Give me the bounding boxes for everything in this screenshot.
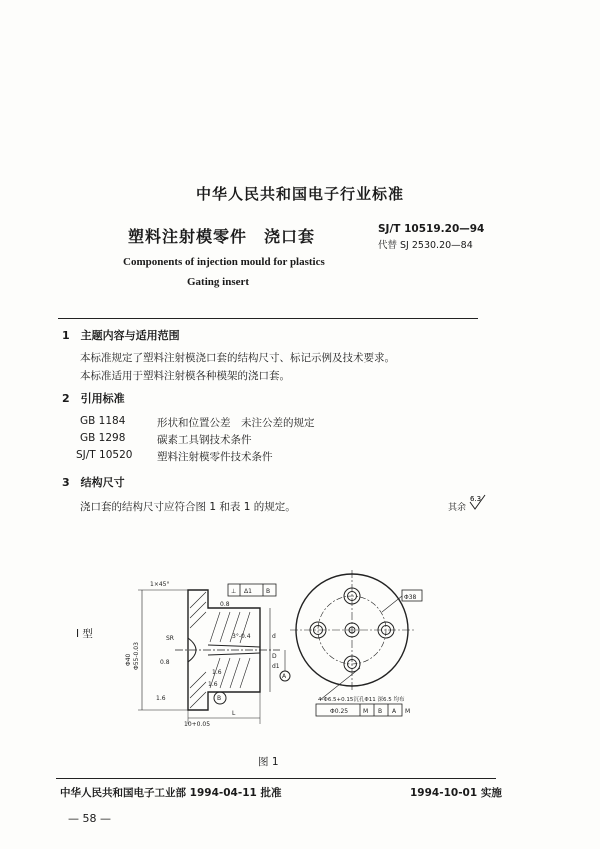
label-dim-l: L: [232, 710, 236, 717]
document-title: 塑料注射模零件 浇口套: [128, 227, 316, 246]
english-title-2: Gating insert: [187, 276, 250, 288]
label-dim-h: Φ55-0.03: [133, 642, 140, 670]
ref-2-title: 碳素工具钢技术条件: [157, 434, 252, 446]
label-pos-m2: M: [405, 708, 411, 715]
label-roughness-08b: 0.8: [160, 659, 170, 666]
standard-code: SJ/T 10519.20—94: [378, 223, 485, 235]
label-dim-d: d: [272, 633, 276, 640]
type-label: I 型: [76, 628, 93, 640]
label-perp-sym: ⊥: [231, 588, 237, 595]
section-3-heading: 3 结构尺寸: [62, 476, 125, 489]
ref-2-code: GB 1298: [80, 432, 126, 444]
label-perp-tol: Δ1: [244, 588, 252, 595]
hole-leader: [320, 668, 360, 700]
label-roughness-16b: 1.6: [212, 669, 222, 676]
label-chamfer: 1×45°: [150, 581, 170, 588]
roughness-note: 其余: [448, 503, 467, 513]
label-pos-tol: Φ0.25: [330, 708, 349, 715]
replaces-code: 代替 SJ 2530.20—84: [378, 240, 473, 251]
sprue-line-bottom: [208, 653, 260, 655]
ref-3-code: SJ/T 10520: [76, 449, 133, 461]
figure-1-drawing: [120, 568, 450, 728]
footer-approval: 中华人民共和国电子工业部 1994-04-11 批准: [60, 787, 282, 799]
roughness-value: 6.3: [470, 495, 482, 503]
label-datum-b: B: [217, 695, 222, 702]
label-hole-spec: 4-Φ6.5+0.15沉孔Φ11 深6.5 均布: [318, 697, 405, 703]
label-datum-a: A: [282, 673, 287, 680]
section-1-para-1: 本标准规定了塑料注射模浇口套的结构尺寸、标记示例及技术要求。: [80, 352, 395, 364]
section-1-heading: 1 主题内容与适用范围: [62, 329, 180, 342]
title-divider: [58, 318, 478, 319]
label-circle-dia: Φ38: [404, 594, 417, 601]
label-dim-10: 10+0.05: [184, 721, 211, 728]
label-pos-b: B: [378, 708, 383, 715]
label-sr: SR: [166, 635, 174, 642]
label-roughness-08: 0.8: [220, 601, 230, 608]
label-pos-mod: M: [363, 708, 369, 715]
label-pos-a: A: [392, 708, 397, 715]
position-tolerance-frame: [316, 704, 402, 716]
label-roughness-16a: 1.6: [156, 695, 166, 702]
label-taper: 3°-0.4: [232, 633, 251, 640]
label-roughness-16c: 1.6: [208, 681, 218, 688]
label-perp-datum: B: [266, 588, 271, 595]
sprue-line-top: [208, 645, 260, 647]
section-2-heading: 2 引用标准: [62, 392, 125, 405]
section-1-para-2: 本标准适用于塑料注射模各种模架的浇口套。: [80, 370, 290, 382]
standard-header: 中华人民共和国电子行业标准: [195, 185, 404, 203]
footer-divider: [56, 778, 496, 779]
ref-1-title: 形状和位置公差 未注公差的规定: [157, 417, 315, 429]
ref-1-code: GB 1184: [80, 415, 126, 427]
label-dim-dd: D: [272, 653, 277, 660]
english-title-1: Components of injection mould for plastics: [123, 256, 325, 268]
label-dim-d1: d1: [272, 663, 280, 670]
ref-3-title: 塑料注射模零件技术条件: [157, 451, 273, 463]
section-3-para-1: 浇口套的结构尺寸应符合图 1 和表 1 的规定。: [80, 501, 296, 513]
footer-effective: 1994-10-01 实施: [410, 787, 502, 799]
roughness-symbol-icon: [468, 493, 488, 511]
figure-caption: 图 1: [258, 756, 279, 768]
page-number: — 58 —: [68, 812, 111, 825]
label-dim-phi: Φ40: [125, 653, 132, 666]
